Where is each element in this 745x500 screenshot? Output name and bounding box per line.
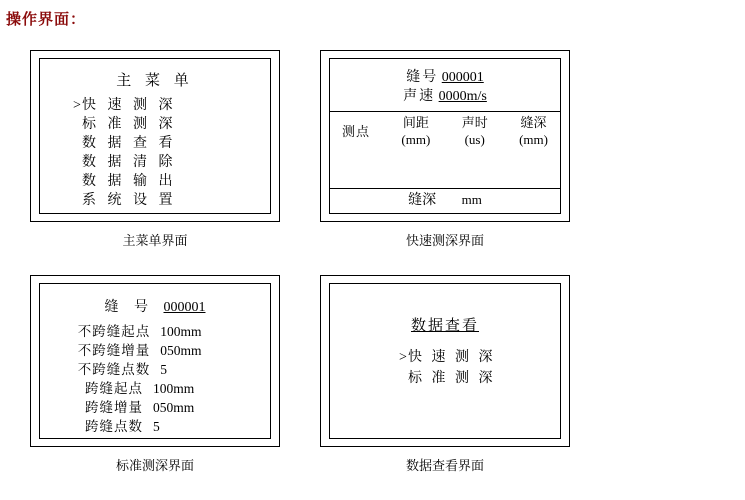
menu-item-system-settings[interactable] [82, 191, 270, 210]
param-value: 100mm [153, 381, 195, 396]
column-seam-depth [519, 114, 548, 148]
column-spacing [401, 114, 430, 148]
seam-no-label: 缝 号 [104, 300, 154, 315]
footer-label: 缝深 [408, 193, 437, 208]
menu-item-label: 系 统 设 置 [82, 193, 177, 208]
column-label: 测点 [342, 124, 371, 139]
sound-speed-label: 声速 [403, 89, 436, 104]
param-value: 050mm [153, 400, 195, 415]
menu-item-label: 数 据 清 除 [82, 155, 177, 170]
param-label: 跨缝起点 [85, 381, 143, 396]
param-value: 5 [160, 362, 167, 377]
standard-seam-no-row [40, 296, 270, 316]
seam-no-label: 缝号 [406, 70, 439, 85]
menu-item-label: 快 速 测 深 [82, 98, 177, 113]
menu-item-label: 标 准 测 深 [82, 117, 177, 132]
panel-main-menu [30, 50, 280, 222]
param-value: 5 [153, 419, 160, 434]
caption-fast-measure: 快速测深界面 [405, 233, 484, 248]
column-measure-point [342, 114, 370, 140]
column-unit: (us) [464, 132, 485, 147]
screen-standard-measure [39, 283, 271, 439]
param-row-non-cross-count[interactable] [40, 360, 270, 379]
standard-parameter-list [40, 322, 270, 436]
fast-measure-header [330, 68, 560, 106]
panel-data-view [320, 275, 570, 447]
data-view-item-standard-measure[interactable] [408, 368, 560, 389]
seam-no-value[interactable]: 000001 [441, 70, 484, 85]
selection-caret-icon: > [399, 350, 407, 365]
menu-item-data-clear[interactable] [82, 153, 270, 172]
screen-fast-measure [329, 58, 561, 214]
data-view-item-fast-measure[interactable] [399, 347, 560, 368]
data-view-title: 数据查看 [410, 318, 479, 334]
param-row-non-cross-increment[interactable] [40, 341, 270, 360]
selection-caret-icon: > [73, 98, 81, 113]
column-sound-time [462, 114, 488, 148]
caption-main-menu: 主菜单界面 [122, 233, 188, 248]
param-row-cross-count[interactable] [40, 417, 270, 436]
panel-fast-measure [320, 50, 570, 222]
menu-item-label: 数 据 输 出 [82, 174, 177, 189]
param-label: 跨缝增量 [85, 400, 143, 415]
column-label: 声时 [461, 115, 488, 130]
menu-item-data-output[interactable] [82, 172, 270, 191]
data-view-list [330, 347, 560, 389]
data-view-item-label: 快 速 测 深 [408, 350, 496, 365]
caption-data-view: 数据查看界面 [405, 458, 484, 473]
menu-item-label: 数 据 查 看 [82, 136, 177, 151]
param-label: 跨缝点数 [85, 419, 143, 434]
sound-speed-row [330, 87, 560, 106]
column-unit: (mm) [401, 132, 431, 147]
param-row-cross-increment[interactable] [40, 398, 270, 417]
main-menu-list [40, 96, 270, 210]
screen-data-view [329, 283, 561, 439]
column-unit: (mm) [519, 132, 548, 147]
footer-unit: mm [461, 192, 482, 207]
panel-standard-measure [30, 275, 280, 447]
param-label: 不跨缝点数 [77, 362, 151, 377]
param-row-cross-start[interactable] [40, 379, 270, 398]
param-value: 050mm [160, 343, 202, 358]
param-label: 不跨缝起点 [77, 324, 151, 339]
sound-speed-value[interactable]: 0000m/s [438, 89, 487, 104]
main-menu-title: 主 菜 单 [116, 73, 194, 89]
caption-standard-measure: 标准测深界面 [115, 458, 194, 473]
menu-item-fast-measure[interactable] [73, 96, 270, 115]
page-title: 操作界面： [6, 11, 87, 28]
fast-measure-footer [330, 189, 560, 209]
fast-measure-table-header [330, 112, 560, 148]
data-view-item-label: 标 准 测 深 [408, 371, 496, 386]
param-value: 100mm [160, 324, 202, 339]
param-label: 不跨缝增量 [77, 343, 151, 358]
seam-no-row [330, 68, 560, 87]
param-row-non-cross-start[interactable] [40, 322, 270, 341]
seam-no-value[interactable]: 000001 [163, 300, 206, 315]
screen-main-menu [39, 58, 271, 214]
column-label: 缝深 [520, 115, 547, 130]
column-label: 间距 [402, 115, 429, 130]
menu-item-data-view[interactable] [82, 134, 270, 153]
menu-item-standard-measure[interactable] [82, 115, 270, 134]
